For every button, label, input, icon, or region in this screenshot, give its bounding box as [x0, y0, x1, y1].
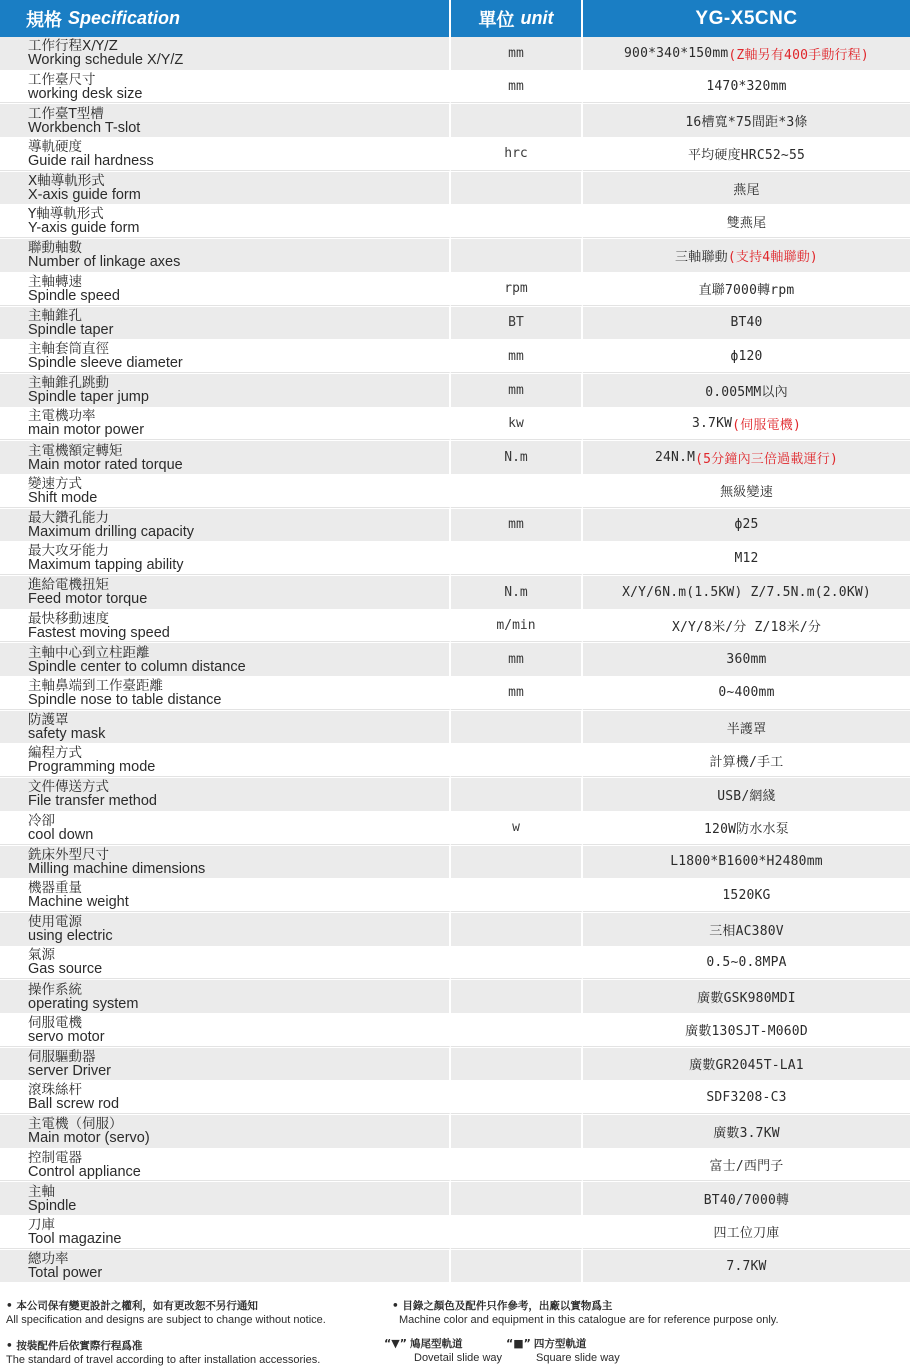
spec-value: [583, 778, 910, 811]
spec-label: [0, 37, 451, 70]
spec-value-text: 120W防水水泵: [704, 822, 789, 838]
spec-unit: N.m: [451, 441, 583, 474]
spec-label: [0, 1250, 451, 1283]
spec-label-zh: 編程方式: [28, 745, 82, 762]
spec-unit: N.m: [451, 576, 583, 609]
spec-unit: [451, 239, 583, 272]
spec-unit: mm: [451, 374, 583, 407]
spec-unit: mm: [451, 509, 583, 542]
spec-label-zh: 主軸: [28, 1183, 55, 1200]
spec-label: [0, 71, 451, 104]
spec-label-en: server Driver: [28, 1062, 111, 1079]
spec-label-en: Control appliance: [28, 1163, 141, 1180]
spec-label: [0, 1014, 451, 1047]
spec-unit: [451, 980, 583, 1013]
table-row: [0, 340, 910, 374]
spec-unit: [451, 475, 583, 508]
table-row: [0, 947, 910, 981]
table-row: [0, 980, 910, 1014]
spec-label-en: Spindle nose to table distance: [28, 691, 222, 708]
footer-notes: [0, 1296, 910, 1369]
spec-value-text: 直聯7000轉rpm: [698, 283, 795, 299]
spec-value-note: (5分鐘內三倍過載運行): [695, 452, 839, 468]
spec-value-text: 16槽寬*75間距*3條: [685, 115, 808, 131]
spec-label: [0, 307, 451, 340]
spec-value-text: 1520KG: [722, 887, 771, 903]
spec-label: [0, 509, 451, 542]
spec-label-zh: 主軸轉速: [28, 273, 82, 290]
header-model: YG-X5CNC: [695, 7, 798, 29]
table-row: [0, 576, 910, 610]
spec-label-zh: 工作行程X/Y/Z: [28, 38, 118, 55]
spec-label-zh: 最快移動速度: [28, 610, 109, 627]
spec-unit: w: [451, 812, 583, 845]
header-spec: [0, 0, 451, 37]
spec-value-note: (Z軸另有400手動行程): [728, 47, 869, 63]
note-color-reference: • 目錄之顏色及配件只作參考，出廠以實物爲主 Machine color and equipment in this catalogue are for reference purpose only.: [392, 1300, 779, 1326]
spec-value-text: 1470*320mm: [706, 79, 787, 95]
spec-label-zh: 主軸鼻端到工作臺距離: [28, 677, 163, 694]
spec-label-en: Total power: [28, 1265, 103, 1282]
spec-value-text: 四工位刀庫: [713, 1226, 780, 1242]
table-row: [0, 879, 910, 913]
spec-value: [583, 879, 910, 912]
spec-unit: kw: [451, 408, 583, 441]
spec-value: [583, 610, 910, 643]
spec-label-zh: 主軸錐孔跳動: [28, 375, 109, 392]
spec-label: [0, 711, 451, 744]
spec-label: [0, 205, 451, 238]
spec-value-text: X/Y/6N.m(1.5KW) Z/7.5N.m(2.0KW): [622, 584, 871, 600]
table-row: [0, 239, 910, 273]
table-row: [0, 104, 910, 138]
header-spec-en: Specification: [68, 8, 181, 28]
spec-label-zh: 聯動軸數: [28, 240, 82, 257]
spec-label-zh: Y軸導軌形式: [28, 206, 104, 223]
legend-square: “■” 四方型軌道 Square slide way: [506, 1337, 620, 1364]
spec-value: [583, 677, 910, 710]
spec-label-en: using electric: [28, 928, 113, 945]
table-row: [0, 1048, 910, 1082]
spec-label-zh: X軸導軌形式: [28, 173, 105, 190]
table-row: [0, 812, 910, 846]
spec-unit: [451, 1081, 583, 1114]
spec-unit: [451, 172, 583, 205]
spec-unit: [451, 947, 583, 980]
spec-label-en: Spindle: [28, 1197, 77, 1214]
spec-unit: mm: [451, 643, 583, 676]
spec-label-zh: 伺服驅動器: [28, 1048, 96, 1065]
table-row: [0, 1014, 910, 1048]
spec-label-zh: 伺服電機: [28, 1014, 82, 1031]
spec-value-text: 0~400mm: [718, 685, 775, 701]
spec-value-text: 0.005MM以內: [705, 384, 788, 400]
spec-label-en: Milling machine dimensions: [28, 860, 206, 877]
spec-unit: mm: [451, 677, 583, 710]
spec-label-en: Working schedule X/Y/Z: [28, 52, 184, 69]
spec-value-note: (支持4軸聯動): [727, 249, 818, 265]
spec-value: [583, 913, 910, 946]
spec-label: [0, 812, 451, 845]
spec-label-zh: 機器重量: [28, 880, 82, 897]
spec-unit: [451, 778, 583, 811]
spec-label-en: Shift mode: [28, 489, 98, 506]
spec-unit: [451, 846, 583, 879]
spec-unit: [451, 744, 583, 777]
spec-label: [0, 846, 451, 879]
spec-unit: mm: [451, 340, 583, 373]
spec-unit: m/min: [451, 610, 583, 643]
spec-value-note: (伺服電機): [732, 417, 801, 433]
spec-value: [583, 1182, 910, 1215]
spec-label: [0, 441, 451, 474]
spec-label-zh: 最大攻牙能力: [28, 543, 109, 560]
spec-value-text: 無級變速: [720, 485, 773, 501]
spec-unit: [451, 913, 583, 946]
table-row: [0, 677, 910, 711]
spec-label-en: operating system: [28, 995, 139, 1012]
spec-label-en: Maximum drilling capacity: [28, 523, 194, 540]
spec-value-text: 3.7KW: [692, 415, 733, 431]
spec-value: [583, 172, 910, 205]
spec-label-en: Gas source: [28, 961, 103, 978]
spec-value-text: 三軸聯動: [675, 249, 728, 265]
table-row: [0, 1115, 910, 1149]
spec-label-zh: 主軸錐孔: [28, 307, 82, 324]
spec-label-en: safety mask: [28, 726, 106, 743]
spec-unit: [451, 879, 583, 912]
table-row: [0, 1182, 910, 1216]
spec-label: [0, 1048, 451, 1081]
spec-value: [583, 138, 910, 171]
spec-label: [0, 374, 451, 407]
spec-value: [583, 408, 910, 441]
spec-value-text: BT40: [730, 315, 763, 331]
spec-unit: [451, 1149, 583, 1182]
spec-label-zh: 進給電機扭矩: [28, 577, 109, 594]
spec-value: [583, 812, 910, 845]
spec-label-en: Spindle speed: [28, 287, 120, 304]
spec-value-text: 7.7KW: [726, 1258, 767, 1274]
table-row: [0, 744, 910, 778]
spec-label-zh: 滾珠絲杆: [28, 1082, 82, 1099]
spec-unit: [451, 1115, 583, 1148]
table-row: [0, 205, 910, 239]
spec-unit: [451, 711, 583, 744]
spec-label-en: Workbench T-slot: [28, 119, 141, 136]
table-row: [0, 610, 910, 644]
table-row: [0, 138, 910, 172]
spec-value: [583, 1048, 910, 1081]
spec-label-zh: 操作系統: [28, 981, 82, 998]
table-row: [0, 1216, 910, 1250]
spec-value: [583, 1014, 910, 1047]
spec-value: [583, 846, 910, 879]
spec-value: [583, 980, 910, 1013]
spec-value: [583, 1250, 910, 1283]
spec-label-zh: 主軸套筒直徑: [28, 341, 109, 358]
table-row: [0, 1149, 910, 1183]
square-icon: “■”: [506, 1337, 531, 1350]
spec-label-en: main motor power: [28, 422, 145, 439]
table-row: [0, 307, 910, 341]
table-body: [0, 37, 910, 1283]
table-row: [0, 374, 910, 408]
spec-value-text: 雙燕尾: [726, 215, 767, 231]
spec-label-zh: 最大鑽孔能力: [28, 509, 109, 526]
spec-value: [583, 1115, 910, 1148]
table-row: [0, 408, 910, 442]
spec-value: [583, 475, 910, 508]
spec-label: [0, 610, 451, 643]
spec-unit: BT: [451, 307, 583, 340]
spec-value-text: USB/網綫: [717, 788, 776, 804]
table-header: [0, 0, 910, 37]
table-row: [0, 1250, 910, 1284]
spec-unit: [451, 1014, 583, 1047]
table-row: [0, 71, 910, 105]
spec-label-zh: 冷卻: [28, 812, 55, 829]
table-row: [0, 37, 910, 71]
spec-unit: mm: [451, 37, 583, 70]
spec-value-text: ф120: [730, 348, 763, 364]
spec-label: [0, 172, 451, 205]
spec-label-en: Spindle sleeve diameter: [28, 355, 183, 372]
spec-unit: [451, 542, 583, 575]
dovetail-icon: “▼”: [384, 1337, 407, 1350]
note-design-change: • 本公司保有變更設計之權利，如有更改恕不另行通知 All specification and designs are subject to change without notice.: [6, 1300, 326, 1326]
spec-label-zh: 主電機額定轉矩: [28, 442, 123, 459]
spec-label: [0, 744, 451, 777]
spec-label-zh: 總功率: [28, 1251, 69, 1268]
spec-unit: mm: [451, 71, 583, 104]
spec-value-text: 三相AC380V: [709, 923, 784, 939]
spec-value-text: ф25: [734, 517, 759, 533]
spec-label-zh: 文件傳送方式: [28, 779, 109, 796]
spec-value: [583, 307, 910, 340]
spec-value: [583, 1081, 910, 1114]
table-row: [0, 509, 910, 543]
spec-label-en: cool down: [28, 826, 94, 843]
table-row: [0, 441, 910, 475]
spec-label-en: Programming mode: [28, 759, 156, 776]
spec-label: [0, 340, 451, 373]
spec-unit: [451, 1048, 583, 1081]
header-unit: [451, 0, 583, 37]
spec-label-en: Number of linkage axes: [28, 254, 181, 271]
spec-unit: [451, 1182, 583, 1215]
spec-label: [0, 273, 451, 306]
spec-value: [583, 205, 910, 238]
spec-unit: [451, 104, 583, 137]
spec-label: [0, 778, 451, 811]
spec-label-zh: 主電機（伺服）: [28, 1116, 123, 1133]
spec-unit: hrc: [451, 138, 583, 171]
spec-label: [0, 980, 451, 1013]
table-row: [0, 273, 910, 307]
spec-value: [583, 576, 910, 609]
spec-label-en: Spindle taper: [28, 321, 114, 338]
spec-label-en: Main motor (servo): [28, 1130, 150, 1147]
spec-label-zh: 防護罩: [28, 712, 69, 729]
header-spec-zh: 規格: [26, 9, 62, 31]
spec-label: [0, 913, 451, 946]
spec-unit: [451, 1216, 583, 1249]
header-unit-zh: 單位: [478, 9, 515, 31]
spec-label-zh: 主軸中心到立柱距離: [28, 644, 150, 661]
spec-label-en: Spindle center to column distance: [28, 658, 246, 675]
spec-label-en: Machine weight: [28, 894, 129, 911]
spec-value-text: 平均硬度HRC52~55: [687, 148, 805, 164]
spec-label-en: Tool magazine: [28, 1230, 122, 1247]
table-row: [0, 711, 910, 745]
spec-value: [583, 104, 910, 137]
spec-value-text: SDF3208-C3: [706, 1089, 787, 1105]
spec-value-text: X/Y/8米/分 Z/18米/分: [671, 620, 822, 636]
spec-value: [583, 1216, 910, 1249]
table-row: [0, 846, 910, 880]
spec-label-zh: 導軌硬度: [28, 138, 82, 155]
spec-label: [0, 239, 451, 272]
spec-value-text: 燕尾: [733, 182, 760, 198]
spec-value: [583, 37, 910, 70]
spec-value: [583, 711, 910, 744]
spec-label-en: Maximum tapping ability: [28, 557, 184, 574]
spec-label: [0, 643, 451, 676]
spec-value: [583, 1149, 910, 1182]
spec-label-zh: 工作臺T型槽: [28, 105, 104, 122]
spec-unit: rpm: [451, 273, 583, 306]
spec-value: [583, 643, 910, 676]
spec-value-text: 計算機/手工: [709, 754, 784, 770]
spec-value-text: BT40/7000轉: [703, 1193, 790, 1209]
spec-value-text: 900*340*150mm: [624, 45, 729, 61]
spec-value-text: 廣數GSK980MDI: [697, 991, 796, 1007]
spec-value-text: L1800*B1600*H2480mm: [670, 854, 823, 870]
spec-value-text: 0.5~0.8MPA: [706, 954, 787, 970]
spec-value-text: 360mm: [726, 652, 767, 668]
table-row: [0, 778, 910, 812]
table-row: [0, 913, 910, 947]
spec-unit: [451, 1250, 583, 1283]
spec-label-zh: 變速方式: [28, 475, 82, 492]
spec-value-text: 廣數130SJT-M060D: [685, 1024, 808, 1040]
table-row: [0, 172, 910, 206]
spec-value: [583, 441, 910, 474]
spec-label-en: Y-axis guide form: [28, 220, 140, 237]
spec-label-en: Guide rail hardness: [28, 152, 154, 169]
spec-label-en: Spindle taper jump: [28, 389, 149, 406]
spec-label: [0, 1081, 451, 1114]
spec-value-text: 廣數GR2045T-LA1: [689, 1058, 804, 1074]
spec-value-text: 24N.M: [654, 450, 696, 466]
spec-label-en: working desk size: [28, 85, 143, 102]
table-row: [0, 1081, 910, 1115]
spec-value-text: 富士/西門子: [709, 1159, 784, 1175]
spec-value-text: M12: [734, 550, 759, 566]
spec-label: [0, 542, 451, 575]
spec-value-text: 半護罩: [726, 721, 767, 737]
spec-value: [583, 374, 910, 407]
spec-label: [0, 677, 451, 710]
spec-value: [583, 71, 910, 104]
spec-label-zh: 銑床外型尺寸: [28, 846, 109, 863]
spec-label-zh: 氣源: [28, 947, 55, 964]
table-row: [0, 542, 910, 576]
spec-label: [0, 475, 451, 508]
spec-unit: [451, 205, 583, 238]
spec-label-zh: 工作臺尺寸: [28, 71, 96, 88]
spec-label-zh: 控制電器: [28, 1149, 82, 1166]
spec-label-zh: 主電機功率: [28, 408, 96, 425]
spec-value: [583, 239, 910, 272]
spec-value: [583, 542, 910, 575]
spec-label: [0, 879, 451, 912]
spec-value: [583, 744, 910, 777]
spec-label: [0, 1216, 451, 1249]
spec-value: [583, 340, 910, 373]
spec-label-en: Ball screw rod: [28, 1096, 120, 1113]
spec-label-zh: 使用電源: [28, 914, 82, 931]
note-travel-standard: • 按裝配件后依實際行程爲准 The standard of travel according to after installation accessories.: [6, 1340, 321, 1366]
spec-label: [0, 947, 451, 980]
table-row: [0, 475, 910, 509]
spec-label: [0, 576, 451, 609]
spec-label-en: Feed motor torque: [28, 591, 148, 608]
spec-label-en: File transfer method: [28, 793, 157, 810]
spec-label-en: X-axis guide form: [28, 187, 141, 204]
header-unit-en: unit: [520, 8, 554, 28]
spec-label: [0, 1149, 451, 1182]
spec-value: [583, 947, 910, 980]
spec-value: [583, 509, 910, 542]
spec-label: [0, 104, 451, 137]
spec-label: [0, 408, 451, 441]
spec-label: [0, 1115, 451, 1148]
spec-label-zh: 刀庫: [28, 1216, 55, 1233]
spec-label: [0, 138, 451, 171]
spec-label-en: Main motor rated torque: [28, 456, 183, 473]
table-row: [0, 643, 910, 677]
spec-label: [0, 1182, 451, 1215]
spec-value-text: 廣數3.7KW: [713, 1125, 780, 1141]
spec-value: [583, 273, 910, 306]
legend-dovetail: “▼” 鳩尾型軌道 Dovetail slide way: [384, 1337, 503, 1364]
spec-label-en: Fastest moving speed: [28, 624, 170, 641]
spec-label-en: servo motor: [28, 1028, 105, 1045]
